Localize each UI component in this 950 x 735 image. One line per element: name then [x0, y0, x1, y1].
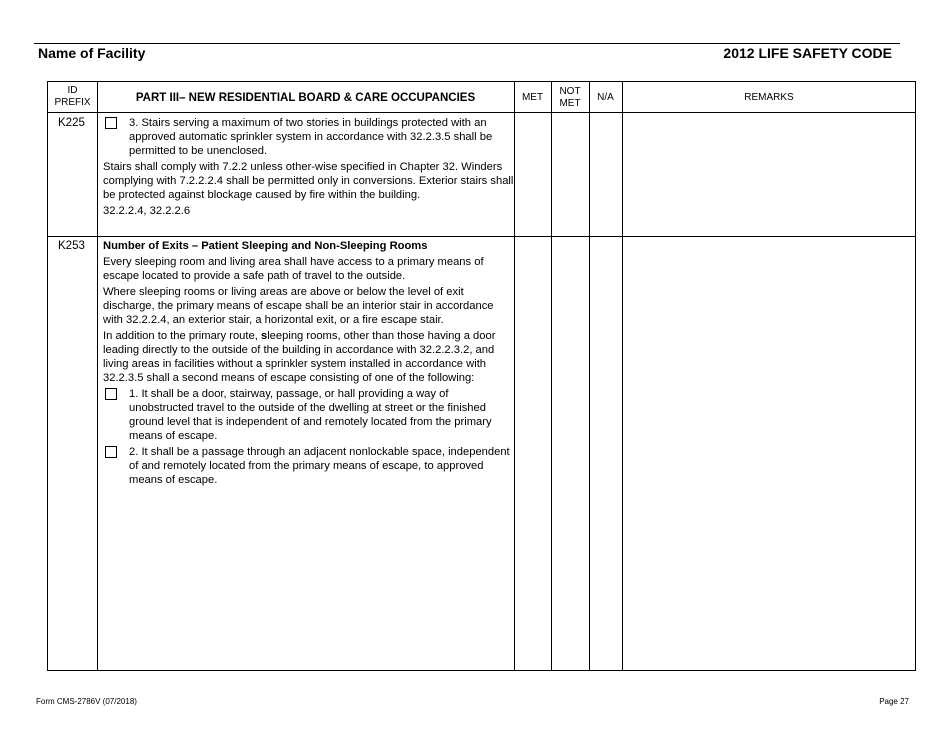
col-header-remarks: REMARKS — [744, 92, 794, 103]
row-divider — [48, 236, 915, 237]
row-content-k225 — [103, 116, 515, 220]
col-header-id — [48, 85, 97, 109]
checklist-item-text: 3. Stairs serving a maximum of two stories in buildings protected with an approved automatic sprinkler system in accordance with 32.2.3.5 shall be permitted to be unenclosed. — [129, 117, 493, 157]
header-rule — [34, 43, 900, 44]
col-header-id-line2: PREFIX — [54, 97, 91, 108]
col-header-not-met-line2: MET — [559, 98, 581, 109]
checklist-item-text: 1. It shall be a door, stairway, passage, or hall providing a way of unobstructed travel to the outside of the dwelling at street or the finished ground level that is independent of and remotely located from the primary means of escape. — [129, 388, 492, 442]
page-number: Page 27 — [879, 697, 909, 706]
checklist-item-text: 2. It shall be a passage through an adjacent nonlockable space, independent of and remotely located from the primary means of escape, to approved means of escape. — [129, 446, 510, 486]
checklist-item — [103, 116, 515, 158]
reference-text: 32.2.2.4, 32.2.2.6 — [103, 205, 191, 217]
checkbox[interactable] — [105, 446, 117, 458]
col-header-na: N/A — [597, 92, 614, 103]
requirement-text-part: leeping rooms, other than those having a door leading directly to the outside of the building in accordance with 32.2.2.3.2, and living areas in facilities without a sprinkler system installed in accordance with 32.2.3.5 shall a second means of escape consisting of one of the following: — [103, 330, 496, 384]
row-id-k253: K253 — [58, 240, 85, 252]
checklist-table — [47, 81, 916, 671]
col-header-met: MET — [521, 92, 544, 103]
col-header-not-met-line1: NOT — [559, 86, 581, 97]
form-number: Form CMS-2786V (07/2018) — [36, 697, 137, 706]
checkbox[interactable] — [105, 117, 117, 129]
col-header-not-met — [551, 86, 589, 110]
code-title: 2012 LIFE SAFETY CODE — [723, 45, 892, 61]
requirement-text: Stairs shall comply with 7.2.2 unless other-wise specified in Chapter 32. Winders complying with 7.2.2.2.4 shall be permitted only in conversions. Exterior stairs shall be protected against blockage caused by fire within the building. — [103, 161, 514, 201]
checklist-item — [103, 387, 515, 443]
checklist-item — [103, 445, 515, 487]
row-divider — [48, 112, 915, 113]
requirement-text: Every sleeping room and living area shall have access to a primary means of escape located to provide a safe path of travel to the outside. — [103, 256, 484, 282]
col-header-id-line1: ID — [67, 85, 78, 96]
col-divider — [551, 82, 552, 670]
checkbox[interactable] — [105, 388, 117, 400]
facility-name-label: Name of Facility — [38, 45, 146, 61]
requirement-title: Number of Exits – Patient Sleeping and Non-Sleeping Rooms — [103, 240, 428, 252]
row-content-k253 — [103, 239, 515, 489]
col-divider — [622, 82, 623, 670]
col-header-part: PART III– NEW RESIDENTIAL BOARD & CARE OCCUPANCIES — [135, 92, 476, 104]
row-id-k225: K225 — [58, 117, 85, 129]
col-divider — [97, 82, 98, 670]
requirement-text — [103, 329, 515, 385]
requirement-text-bold: s — [260, 330, 268, 342]
col-divider — [589, 82, 590, 670]
requirement-text-part: In addition to the primary route, — [103, 330, 261, 342]
requirement-text: Where sleeping rooms or living areas are above or below the level of exit discharge, the primary means of escape shall be an interior stair in accordance with 32.2.2.4, an exterior stair, a horizontal exit, or a fire escape stair. — [103, 286, 494, 326]
